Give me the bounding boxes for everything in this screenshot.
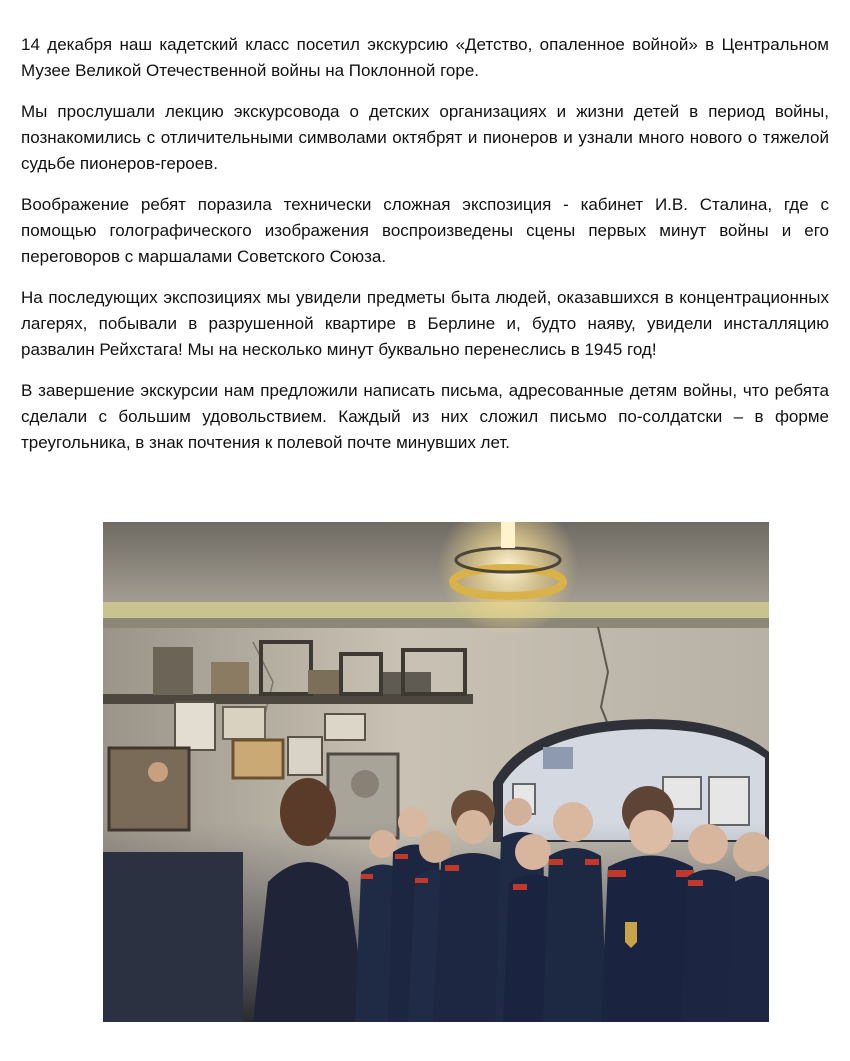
guide-hair [280, 778, 336, 846]
cornice [103, 602, 769, 618]
paragraph-1: 14 декабря наш кадетский класс посетил экскурсию «Детство, опаленное войной» в Центральном Музее Великой Отечественной войны на Поклонной горе. [21, 35, 829, 80]
paragraph-5: В завершение экскурсии нам предложили написать письма, адресованные детям войны, что ребята сделали с большим удовольствием. Каждый из них сложил письмо по-солдатски – в форме треугольника, в знак почтения к полевой почте минувших лет. [21, 381, 829, 452]
paragraph-4: На последующих экспозициях мы увидели предметы быта людей, оказавшихся в концентрационных лагерях, побывали в разрушенной квартире в Берлине и, будто наяву, увидели инсталляцию развалин Рейхстага! Мы на несколько минут буквально перенеслись в 1945 год! [21, 288, 829, 359]
cabinet [103, 852, 243, 1022]
framed-painting [233, 740, 283, 778]
paragraph-2: Мы прослушали лекцию экскурсовода о детских организациях и жизни детей в период войны, познакомились с отличительными символами октябрят и пионеров и узнали много нового о тяжелой судьбе пионеров-героев. [21, 102, 829, 173]
article-text [21, 32, 829, 471]
museum-excursion-photo [103, 522, 769, 1022]
paragraph-3: Воображение ребят поразила технически сложная экспозиция - кабинет И.В. Сталина, где с помощью голографического изображения воспроизведены сцены первых минут войны и его переговоров с маршалами Советского Союза. [21, 195, 829, 266]
ceiling [103, 522, 769, 612]
photo-illustration [103, 522, 769, 1022]
